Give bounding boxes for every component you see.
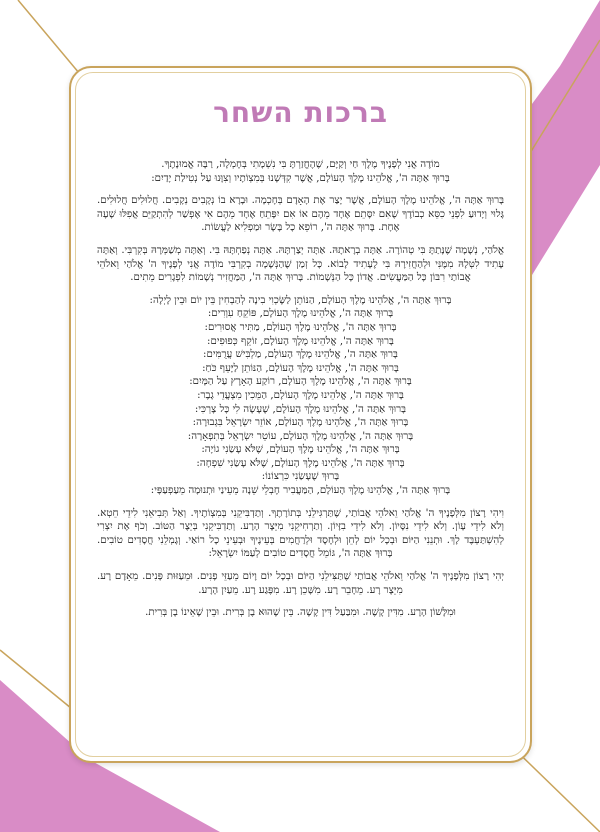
prayer-line: בָּרוּךְ אַתָּה ה', אֱלֹהֵינוּ מֶלֶךְ הָעוֹלָם, אֲשֶׁר יָצַר אֶת הָאָדָם בְּחָכְמָה. וּבָרָא בוֹ נְקָבִים נְקָבִים. חֲלוּלִים חֲלוּלִים. גָּלוּי וְיָדוּעַ לִפְנֵי כִסֵּא כְבוֹדֶךָ שֶׁאִם יִסָּתֵם אֶחָד מֵהֶם אוֹ אִם יִפָּתֵחַ אֶחָד מֵהֶם אִי אֶפְשַׁר לְהִתְקַיֵּם אֲפִלּוּ שָׁעָה אֶחָת. בָּרוּךְ אַתָּה ה', רוֹפֵא כָל בָּשָׂר וּמַפְלִיא לַעֲשׂוֹת. — [97, 195, 504, 234]
prayer-line: בָּרוּךְ אַתָּה ה', אֱלֹהֵינוּ מֶלֶךְ הָעוֹלָם, הַמֵּכִין מִצְעֲדֵי גָבֶר: — [197, 389, 404, 401]
prayer-paragraph — [97, 606, 504, 620]
prayer-paragraph — [97, 158, 504, 185]
prayer-paragraph — [97, 570, 504, 597]
prayer-text — [97, 158, 504, 739]
page-title: ברכות השחר — [213, 96, 388, 129]
prayer-line: אֱלֹהַי, נְשָׁמָה שֶׁנָּתַתָּ בִּי טְהוֹרָה. אַתָּה בְרָאתָהּ. אַתָּה יְצַרְתָּהּ. אַתָּה נְפַחְתָּהּ בִּי. וְאַתָּה מְשַׁמְּרָהּ בְּקִרְבִּי. וְאַתָּה עָתִיד לִטְּלָהּ מִמֶּנִּי וּלְהַחֲזִירָהּ בִּי לֶעָתִיד לָבוֹא. כָּל זְמַן שֶׁהַנְּשָׁמָה בְקִרְבִּי מוֹדֶה אֲנִי לְפָנֶיךָ ה' אֱלֹהַי וֵאלֹהֵי אֲבוֹתַי רִבּוֹן כָּל הַמַּעֲשִׂים. אֲדוֹן כָּל הַנְּשָׁמוֹת. בָּרוּךְ אַתָּה ה', הַמַּחֲזִיר נְשָׁמוֹת לִפְגָרִים מֵתִים. — [97, 244, 504, 284]
prayer-line: מוֹדֶה אֲנִי לְפָנֶיךָ מֶלֶךְ חַי וְקַיָּם, שֶׁהֶחֱזַרְתָּ בִּי נִשְׁמָתִי בְּחֶמְלָה, רַבָּה אֱמוּנָתֶךָ. — [161, 159, 440, 170]
prayer-line: בָּרוּךְ אַתָּה ה', אֱלֹהֵינוּ מֶלֶךְ הָעוֹלָם, שֶׁעָשָׂה לִי כָּל צָרְכִּי: — [194, 403, 407, 415]
prayer-line: בָּרוּךְ אַתָּה ה', אֱלֹהֵינוּ מֶלֶךְ הָעוֹלָם, אוֹזֵר יִשְׂרָאֵל בִּגְבוּרָה: — [192, 417, 409, 429]
prayer-paragraph — [97, 244, 504, 285]
prayer-line: בָּרוּךְ אַתָּה ה', אֱלֹהֵינוּ מֶלֶךְ הָעוֹלָם, עוֹטֵר יִשְׂרָאֵל בְּתִפְאָרָה: — [187, 430, 414, 442]
prayer-line: בָּרוּךְ אַתָּה ה', אֱלֹהֵינוּ מֶלֶךְ הָעוֹלָם, הַנּוֹתֵן לַשֶּׂכְוִי בִינָה לְהַבְחִין בֵּין יוֹם וּבֵין לָיְלָה: — [149, 294, 452, 306]
prayer-line: יְהִי רָצוֹן מִלְּפָנֶיךָ ה' אֱלֹהַי וֵאלֹהֵי אֲבוֹתַי שֶׁתַּצִּילֵנִי הַיּוֹם וּבְכָל יוֹם וָיוֹם מֵעַזֵּי פָנִים. וּמֵעַזּוּת פָּנִים. מֵאָדָם רָע. מִיֵּצֶר רָע. מֵחָבֵר רָע. מִשָּׁכֵן רָע. מִפֶּגַע רָע. מֵעַיִן הָרָע. — [97, 571, 504, 596]
prayer-paragraph — [97, 507, 504, 561]
prayer-line: בָּרוּךְ שֶׁעָשַׂנִי כִּרְצוֹנוֹ: — [261, 471, 340, 483]
prayer-line: בָּרוּךְ אַתָּה ה', אֱלֹהֵינוּ מֶלֶךְ הָעוֹלָם, מַתִּיר אֲסוּרִים: — [204, 321, 397, 333]
prayer-paragraph — [97, 294, 504, 498]
prayer-line: בָּרוּךְ אַתָּה ה', אֱלֹהֵינוּ מֶלֶךְ הָעוֹלָם, מַלְבִּישׁ עֲרֻמִּים: — [203, 349, 398, 361]
prayer-line: בָּרוּךְ אַתָּה ה', אֱלֹהֵינוּ מֶלֶךְ הָעוֹלָם, פּוֹקֵחַ עִוְרִים: — [207, 308, 394, 320]
prayer-line: בָּרוּךְ אַתָּה ה', אֱלֹהֵינוּ מֶלֶךְ הָעוֹלָם, רוֹקַע הָאָרֶץ עַל הַמָּיִם: — [189, 376, 412, 388]
prayer-line: וּמִלָּשׁוֹן הָרָע. מִדִּין קָשֶׁה. וּמִבַּעַל דִּין קָשֶׁה. בֵּין שֶׁהוּא בֶן בְּרִית. וּבֵין שֶׁאֵינוֹ בֶן בְּרִית. — [145, 607, 456, 619]
prayer-line: וִיהִי רָצוֹן מִלְּפָנֶיךָ ה' אֱלֹהַי וֵאלֹהֵי אֲבוֹתַי, שֶׁתַּרְגִּילֵנִי בְּתוֹרָתֶךָ. וְתַדְבִּיקֵנִי בְּמִצְוֹתֶיךָ. וְאַל תְּבִיאֵנִי לִידֵי חֵטְא. וְלֹא לִידֵי עָוֹן. וְלֹא לִידֵי נִסָּיוֹן. וְלֹא לִידֵי בִזָּיוֹן. וְתַרְחִיקֵנִי מִיֵּצֶר הָרָע. וְתַדְבִּיקֵנִי בְּיֵצֶר הַטּוֹב. וְכֹף אֶת יִצְרִי לְהִשְׁתַּעְבֶּד לָךְ. וּתְנֵנִי הַיּוֹם וּבְכָל יוֹם לְחֵן וּלְחֶסֶד וּלְרַחֲמִים בְּעֵינֶיךָ וּבְעֵינֵי כָל רוֹאַי. וְגָמְלֵנִי חֲסָדִים טוֹבִים. בָּרוּךְ אַתָּה ה', גּוֹמֵל חֲסָדִים טוֹבִים לְעַמּוֹ יִשְׂרָאֵל: — [97, 507, 504, 560]
prayer-line: בָּרוּךְ אַתָּה ה', אֱלֹהֵינוּ מֶלֶךְ הָעוֹלָם, שֶׁלֹּא עָשַׂנִי שִׁפְחָה: — [196, 457, 405, 469]
prayer-paragraph — [97, 194, 504, 235]
prayer-line: בָּרוּךְ אַתָּה ה', אֱלֹהֵינוּ מֶלֶךְ הָעוֹלָם, הַמַּעֲבִיר חֶבְלֵי שֵׁנָה מֵעֵינַי וּתְנוּמָה מֵעַפְעַפָּי: — [150, 485, 451, 497]
prayer-line: בָּרוּךְ אַתָּה ה', אֱלֹהֵינוּ מֶלֶךְ הָעוֹלָם, זוֹקֵף כְּפוּפִים: — [207, 335, 394, 347]
prayer-line: בָּרוּךְ אַתָּה ה', אֱלֹהֵינוּ מֶלֶךְ הָעוֹלָם, אֲשֶׁר קִדְּשָׁנוּ בְּמִצְוֹתָיו וְצִוָּנוּ עַל נְטִילַת יָדַיִם: — [151, 172, 450, 184]
prayer-line: בָּרוּךְ אַתָּה ה', אֱלֹהֵינוּ מֶלֶךְ הָעוֹלָם, הַנּוֹתֵן לַיָּעֵף כֹּחַ: — [202, 362, 399, 374]
prayer-card — [69, 66, 532, 763]
prayer-line: בָּרוּךְ אַתָּה ה', אֱלֹהֵינוּ מֶלֶךְ הָעוֹלָם, שֶׁלֹּא עָשַׂנִי גוֹיָה: — [201, 444, 400, 456]
